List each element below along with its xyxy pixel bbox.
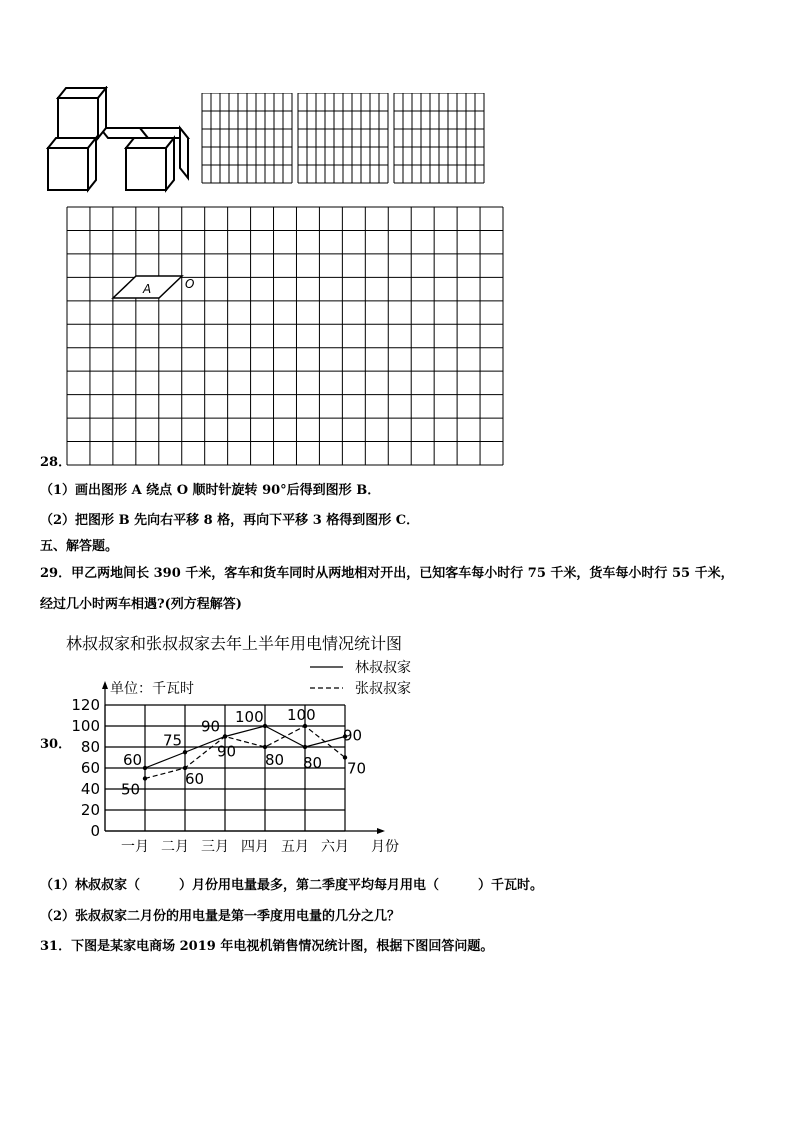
x-tick-label: 一月 [121, 839, 149, 855]
data-label: 80 [303, 754, 323, 772]
data-label: 90 [217, 742, 237, 761]
y-tick-label: 20 [80, 801, 100, 819]
data-label: 90 [343, 726, 363, 745]
q28-number: 28． [40, 455, 72, 470]
data-point [223, 734, 227, 738]
rotation-grid [66, 206, 504, 466]
legend-label-1: 林叔叔家 [355, 660, 411, 676]
q28-part2: （2）把图形 B 先向右平移 8 格，再向下平移 3 格得到图形 C． [40, 513, 420, 528]
shape-a-label: A [143, 282, 152, 296]
view-grid-3 [394, 93, 484, 183]
data-label: 90 [201, 717, 221, 736]
section-5-heading: 五、解答题。 [40, 539, 119, 554]
view-grids [200, 93, 490, 185]
data-label: 60 [185, 770, 205, 788]
point-o-label: O [185, 277, 195, 291]
x-axis-label: 月份 [371, 839, 399, 855]
x-axis-arrow [377, 828, 385, 834]
legend-label-2: 张叔叔家 [355, 681, 411, 697]
data-point [143, 766, 147, 770]
y-tick-label: 40 [80, 780, 100, 798]
cube-stack-figure [44, 86, 194, 196]
view-grid-2 [298, 93, 388, 183]
y-axis-arrow [102, 681, 108, 689]
y-tick-label: 0 [90, 822, 100, 840]
y-tick-label: 120 [71, 696, 100, 714]
data-label: 100 [287, 706, 316, 724]
data-label: 80 [265, 751, 285, 769]
q30-part2: （2）张叔叔家二月份的用电量是第一季度用电量的几分之几？ [40, 909, 401, 924]
data-point [143, 776, 147, 780]
data-label: 75 [163, 731, 183, 750]
data-label: 70 [347, 759, 367, 778]
x-tick-label: 五月 [281, 839, 309, 855]
x-tick-label: 二月 [161, 839, 189, 855]
q28-part1: （1）画出图形 A 绕点 O 顺时针旋转 90°后得到图形 B． [40, 483, 381, 498]
q29-line1: 29．甲乙两地间长 390 千米，客车和货车同时从两地相对开出，已知客车每小时行 75 千米，货车每小时行 55 千米， [40, 566, 734, 581]
data-label: 50 [121, 780, 141, 799]
data-point [303, 724, 307, 728]
data-label: 100 [235, 708, 264, 726]
data-point [263, 745, 267, 749]
x-tick-label: 三月 [201, 839, 229, 855]
chart-title: 林叔叔家和张叔叔家去年上半年用电情况统计图 [66, 634, 403, 653]
data-point [303, 745, 307, 749]
data-point [183, 750, 187, 754]
y-tick-label: 100 [71, 717, 100, 735]
x-tick-label: 六月 [321, 839, 349, 855]
q30-part1: （1）林叔叔家（ ）月份用电量最多，第二季度平均每月用电（ ）千瓦时。 [40, 878, 544, 893]
y-tick-label: 80 [80, 738, 100, 756]
q29-line2: 经过几小时两车相遇?(列方程解答) [40, 597, 242, 612]
data-label: 60 [123, 751, 143, 769]
electricity-line-chart [60, 655, 440, 860]
y-tick-label: 60 [80, 759, 100, 777]
x-tick-label: 四月 [241, 839, 269, 855]
q31-text: 31．下图是某家电商场 2019 年电视机销售情况统计图，根据下图回答问题。 [40, 939, 494, 954]
view-grid-1 [202, 93, 292, 183]
q30-number: 30． [40, 737, 72, 752]
unit-label: 单位：千瓦时 [110, 681, 194, 697]
